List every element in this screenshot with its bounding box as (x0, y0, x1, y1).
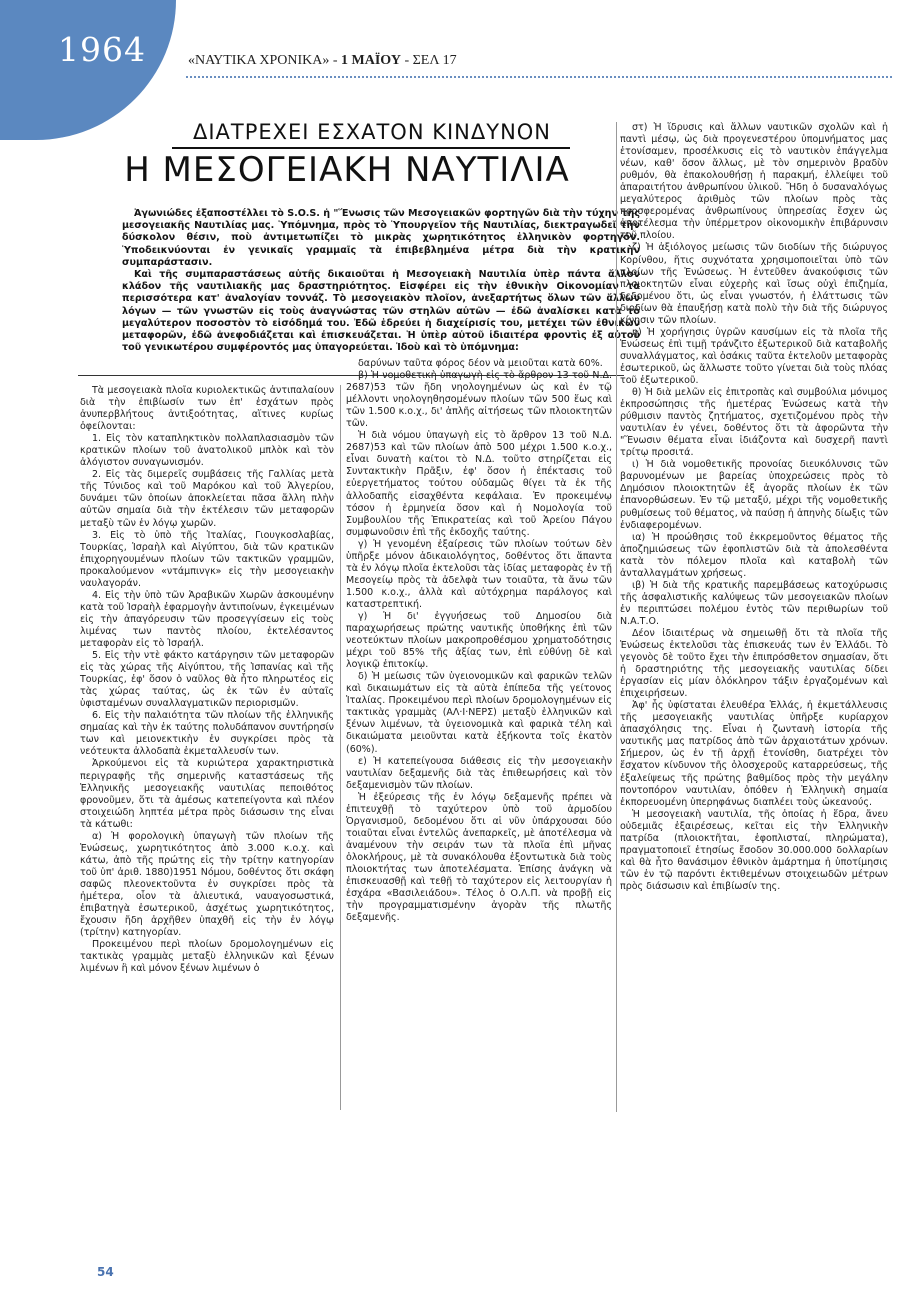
body-paragraph: 4. Εἰς τὴν ὑπὸ τῶν Ἀραβικῶν Χωρῶν ἀσκουμένην κατὰ τοῦ Ἰσραὴλ ἐφαρμογὴν ἀντιποίνων, ἐγκειμένων εἰς τὴν ἀπαγόρευσιν τῶν προσεγγίσεων εἰς τοὺς λιμένας των παντὸς πλοίου, ἐκτελέσαντος μεταφορὰν εἰς τὸ Ἰσραήλ. (80, 589, 334, 649)
lead-paragraph: Καὶ τῆς συμπαραστάσεως αὐτῆς δικαιοῦται ἡ Μεσογειακὴ Ναυτιλία ὑπὲρ πάντα ἄλλον κλάδον τῆς ναυτιλιακῆς μας δραστηριότητος. Εἰσφέρει εἰς τὴν ἐθνικὴν Οἰκονομίαν τὰ περισσότερα κατ' ἀναλογίαν τοννάζ. Τὸ μεσογειακὸν πλοῖον, ἀνεξαρτήτως ὅλων τῶν ἄλλων λόγων — τῶν γνωστῶν εἰς τοὺς ἀναγνώστας τῶν στηλῶν αὐτῶν — ἐδῶ ἀναλίσκει κατὰ τὸ μεγαλύτερον ποσοστὸν τὸ εἰσόδημά του. Ἐδῶ ἑδρεύει ἡ διαχείρισίς του, μετέχει τῶν ἐθνικῶν μεταφορῶν, ἐδῶ ἀνεφοδιάζεται καὶ ἐπισκευάζεται. Ἡ ὑπὲρ αὐτοῦ ἰδιαιτέρα φροντὶς ἐξ αὐτοῦ τοῦ γενικωτέρου συμφέροντός μας ὑπαγορεύεται. Ἰδοὺ καὶ τὸ ὑπόμνημα: (122, 269, 640, 354)
body-paragraph: ια) Ἡ προώθησις τοῦ ἐκκρεμοῦντος θέματος τῆς ἀποζημιώσεως τῶν ἐφοπλιστῶν διὰ τὰ ἀπολεσθέντα κατὰ τὸν πόλεμον πλοῖα καὶ καταβολὴ τῶν ἀνταλλαγμάτων χρήσεως. (620, 531, 888, 579)
article-headline: Η ΜΕΣΟΓΕΙΑΚΗ ΝΑΥΤΙΛΙΑ (124, 150, 570, 190)
body-paragraph: γ) Ἡ γενομένη ἐξαίρεσις τῶν πλοίων τούτων δὲν ὑπῆρξε μόνον ἀδικαιολόγητος, δοθέντος ὅτι ἅπαντα τὰ ἐν λόγῳ πλοῖα ἐκτελοῦσι τὰς ἰδίας μεταφορὰς ἐν τῇ Μεσογείῳ πρὸς τὰ ἀδελφὰ των τοιαῦτα, τὰ ἄνω τῶν 1.500 κ.ο.χ., ἀλλὰ καὶ αὐτόχρημα παράλογος καὶ καταστρεπτική. (346, 538, 612, 610)
body-paragraph: Προκειμένου περὶ πλοίων δρομολογημένων εἰς τακτικὰς γραμμὰς μεταξὺ ἑλληνικῶν καὶ ξένων λιμένων ἢ καὶ μόνον ξένων λιμένων ὁ (80, 939, 334, 975)
body-paragraph: στ) Ἡ ἵδρυσις καὶ ἄλλων ναυτικῶν σχολῶν καὶ ἡ παντὶ μέσῳ, ὡς διὰ προγενεστέρου ὑπομνήματος μας ἐτονίσαμεν, προσέλκυσις εἰς τὸ ναυτικὸν ἐπάγγελμα νέων, καθ' ὅσον ἄλλως, μὲ τὸν σημερινὸν βραδὺν ρυθμόν, θὰ ἐπακολουθήσῃ ἡ παρακμή, ἐλλείψει τοῦ ἀπαραιτήτου ἀνθρωπίνου ὑλικοῦ. Ἤδη ὁ δυσαναλόγως μεγαλύτερος ἀριθμὸς τῶν πλοίων πρὸς τὰς προσφερομένας ἀνθρωπίνους ὑπηρεσίας ἔσχεν ὡς ἀποτέλεσμα τὴν ὑπέρμετρον οἰκονομικὴν ἐπιβάρυνσιν τοῦ πλοίου. (620, 122, 888, 242)
body-paragraph: Ἀφ' ἧς ὑφίσταται ἐλευθέρα Ἑλλάς, ἡ ἐκμετάλλευσις τῆς μεσογειακῆς ναυτιλίας ὑπῆρξε κυρίαρχον ἀπασχόλησις της. Εἶναι ἡ ζωντανὴ ἱστορία τῆς ναυτικῆς μας πατρίδος ἀπὸ τῶν ἀρχαιοτάτων χρόνων. Σήμερον, ὡς ἐν τῇ ἀρχῇ ἐτονίσθη, διατρέχει τὸν ἔσχατον κίνδυνον τῆς ὁλοσχεροῦς καταρρεύσεως, τῆς ἐξαλείψεως τῆς πρώτης βαθμίδος πρὸς τὴν μεγάλην ποντοπόρον ναυτιλίαν, ὁπόθεν ἡ Ἑλληνικὴ σημαία ἐκπορευομένη ὑπερηφάνως διαπλέει τοὺς ὠκεανούς. (620, 700, 888, 808)
publication-name: «ΝΑΥΤΙΚΑ ΧΡΟΝΙΚΑ» - (188, 53, 338, 68)
column-separator (340, 385, 341, 1110)
body-paragraph: Δέον ἰδιαιτέρως νὰ σημειωθῇ ὅτι τὰ πλοῖα τῆς Ἑνώσεως ἐκτελοῦσι τὰς ἐπισκευάς των ἐν Ἑλλάδι. Τὸ γεγονὸς δὲ τοῦτο ἔχει τὴν ἐπιπρόσθετον σημασίαν, ὅτι ἡ δραστηριότης τῆς μεσογειακῆς ναυτιλίας δίδει ἐργασίαν εἰς μίαν ὁλόκληρον τάξιν ἐργαζομένων καὶ ἐπιχειρήσεων. (620, 627, 888, 700)
body-paragraph: η) Ἡ χορήγησις ὑγρῶν καυσίμων εἰς τὰ πλοῖα τῆς Ἑνώσεως ἐπὶ τιμῇ τράνζιτο ἐξωτερικοῦ διὰ καταβολῆς συναλλάγματος, καὶ ὁσάκις ταῦτα ἐκτελοῦν μεταφορὰς ἐσωτερικοῦ, ὡς ἄλλωστε τοῦτο γίνεται διὰ τοὺς πλόας τοῦ ἐξωτερικοῦ. (620, 326, 888, 386)
article-kicker: ΔΙΑΤΡΕΧΕΙ ΕΣΧΑΤΟΝ ΚΙΝΔΥΝΟΝ (192, 120, 552, 144)
body-paragraph: ιβ) Ἡ διὰ τῆς κρατικῆς παρεμβάσεως κατοχύρωσις τῆς ἀσφαλιστικῆς καλύψεως τῶν μεσογειακῶν πλοίων ἐν περιπτώσει πολέμου ἐντὸς τῶν περιθωρίων τοῦ Ν.Α.Τ.Ο. (620, 579, 888, 627)
lead-paragraph: Ἀγωνιώδες ἐξαποστέλλει τὸ S.O.S. ἡ "Ἕνωσις τῶν Μεσογειακῶν φορτηγῶν διὰ τὴν τύχην τῆς μεσογειακῆς Ναυτιλίας μας. Ὑπόμνημα, πρὸς τὸ Ὑπουργεῖον τῆς Ναυτιλίας, διεκτραγωδεῖ τὴν δύσκολον θέσιν, ποὺ ἀντιμετωπίζει τὸ μικρὰς χωρητικότητος ἑλληνικὸν φορτηγόν. Ὑποδεικνύονται ἐν γενικαῖς γραμμαῖς τὰ ἐπιβεβλημένα μέτρα διὰ τὴν κρατικὴν συμπαράστασιν. (122, 208, 641, 268)
body-paragraph: ζ) Ἡ ἀξιόλογος μείωσις τῶν διοδίων τῆς διώρυγος Κορίνθου, ἥτις συχνότατα χρησιμοποιεῖται ὑπὸ τῶν πλοίων τῆς Ἑνώσεως. Ἡ ἐντεῦθεν ἀνακούφισις τῶν πλοιοκτητῶν εἶναι εὐχερὴς καὶ ἴσως οὐχὶ ἐπιζημία, δεδομένου ὅτι, ὡς εἶναι γνωστόν, ἡ ἐλάττωσις τῶν διοδίων θὰ ἐπαυξήσῃ κατὰ πολὺ τὴν διὰ τῆς διώρυγος κίνησιν τῶν πλοίων. (620, 242, 888, 326)
body-paragraph: γ) Ἡ δι' ἐγγυήσεως τοῦ Δημοσίου διὰ παραχωρήσεως πρώτης ναυτικῆς ὑποθήκης ἐπὶ τῶν νεοτεύκτων πλοίων μακροπροθέσμου χρηματοδότησις μέχρι τοῦ 85% τῆς ἀξίας των, ἐπὶ εὐθύνῃ δὲ καὶ λογικῷ ἐπιτοκίῳ. (346, 610, 612, 671)
body-paragraph: Τὰ μεσογειακὰ πλοῖα κυριολεκτικῶς ἀντιπαλαίουν διὰ τὴν ἐπιβίωσίν των ἐπ' ἐσχάτων πρὸς ἀνυπερβλήτους ἀντιξοότητας, αἵτινες κυρίως ὀφείλονται: (80, 385, 334, 433)
body-column-1 (80, 385, 334, 975)
body-paragraph: δ) Ἡ μείωσις τῶν ὑγειονομικῶν καὶ φαρικῶν τελῶν καὶ δικαιωμάτων εἰς τὰ αὐτὰ ἐπίπεδα τῆς γείτονος Ἰταλίας. Προκειμένου περὶ πλοίων δρομολογημένων εἰς τακτικὰς γραμμὰς (ΑΛ·Ι·ΝΕΡΣ) μεταξὺ ἑλληνικῶν καὶ ξένων λιμένων, τὰ ὑγειονομικὰ καὶ φαρικὰ τέλη καὶ δικαιώματα μειοῦνται κατὰ ἑξήκοντα τοῖς ἑκατὸν (60%). (346, 671, 612, 755)
column-separator (616, 122, 617, 1112)
kicker-rule (172, 147, 570, 149)
body-paragraph: 2. Εἰς τὰς διμερεῖς συμβάσεις τῆς Γαλλίας μετὰ τῆς Τύνιδος καὶ τοῦ Μαρόκου καὶ τοῦ Ἀλγερίου, δυνάμει τῶν ὁποίων ἀποκλείεται πᾶσα ἄλλη πλὴν αὐτῶν σημαία διὰ τὴν ἐκτέλεσιν τῶν μεταφορῶν μεταξὺ τῶν ἐν λόγῳ χωρῶν. (80, 469, 334, 529)
body-column-2 (346, 358, 612, 924)
year-badge (0, 0, 176, 140)
body-paragraph: 6. Εἰς τὴν παλαιότητα τῶν πλοίων τῆς ἑλληνικῆς σημαίας καὶ τὴν ἐκ ταύτης πολυδάπανον συντήρησίν των καὶ μειονεκτικὴν ἐν συγκρίσει πρὸς τὰ νεότευκτα ἀλλοδαπὰ ἐκμεταλλευσίν των. (80, 710, 334, 758)
body-paragraph: Ἀρκούμενοι εἰς τὰ κυριώτερα χαρακτηριστικὰ περιγραφῆς τῆς σημερινῆς καταστάσεως τῆς Ἑλληνικῆς μεσογειακῆς ναυτιλίας πεποιθότος φρονοῦμεν, ὅτι τὰ ἀμέσως κατεπείγοντα καὶ πλέον στοιχειώδη ληπτέα μέτρα πρὸς διάσωσιν της εἶναι τὰ κάτωθι: (80, 758, 334, 830)
page-reference: - ΣΕΛ 17 (404, 53, 457, 68)
running-head (188, 53, 457, 69)
body-paragraph: ε) Ἡ κατεπείγουσα διάθεσις εἰς τὴν μεσογειακὴν ναυτιλίαν δεξαμενῆς διὰ τὰς ἐπιθεωρήσεις καὶ τὸν δεξαμενισμὸν τῶν πλοίων. (346, 755, 612, 791)
page-number: 54 (97, 1265, 114, 1279)
body-paragraph: α) Ἡ φορολογικὴ ὑπαγωγὴ τῶν πλοίων τῆς Ἑνώσεως, χωρητικότητος ἀπὸ 3.000 κ.ο.χ. καὶ κάτω, ἀπὸ τῆς πρώτης εἰς τὴν τρίτην κατηγορίαν τοῦ ὑπ' ἀριθ. 1880)1951 Νόμου, δοθέντος ὅτι σκάφη σαφῶς πλεονεκτοῦντα ἐν συγκρίσει πρὸς τὰ ἡμέτερα, οἷον τὰ ἁλιευτικά, ναυαγοσωστικά, ἐπιβατηγὰ ἐσωτερικοῦ, ἀσχέτως χωρητικότητος, ἔχουσιν ἤδη ἀρχῆθεν ὑπαχθῆ εἰς τὴν ἐν λόγῳ (τρίτην) κατηγορίαν. (80, 830, 334, 939)
body-paragraph: θ) Ἡ διὰ μελῶν εἰς ἐπιτροπὰς καὶ συμβούλια μόνιμος ἐκπροσώπησις τῆς ἡμετέρας Ἑνώσεως κατὰ τὴν ρύθμισιν παντὸς ζητήματος, σχετιζομένου πρὸς τὴν ναυτιλίαν ἐν γένει, δοθέντος ὅτι τὰ ἀφορῶντα τὴν "Ἕνωσιν θέματα εἶναι ἰδιάζοντα καὶ δυσχερῆ παντὶ τρίτῳ προσιτά. (620, 387, 888, 459)
body-paragraph: β) Ἡ νομοθετικὴ ὑπαγωγὴ εἰς τὸ ἄρθρον 13 τοῦ Ν.Δ. 2687)53 τῶν ἤδη νηολογημένων ὡς καὶ ἐν τῷ μέλλοντι νηολογηθησομένων πλοίων τῶν 500 ἕως καὶ τῶν 1.500 κ.ο.χ., δι' ἁπλῆς αἰτήσεως τῶν πλοιοκτητῶν τῶν. (346, 370, 612, 430)
issue-date: 1 ΜΑΪΟΥ (341, 53, 401, 68)
body-paragraph: Ἡ διὰ νόμου ὑπαγωγὴ εἰς τὸ ἄρθρον 13 τοῦ Ν.Δ. 2687)53 καὶ τῶν πλοίων ἀπὸ 500 μέχρι 1.500 κ.ο.χ., εἶναι δυνατὴ καίτοι τὸ Ν.Δ. τοῦτο στηρίζεται εἰς Συντακτικὴν Πρᾶξιν, ἐφ' ὅσον ἡ ἐπέκτασις τοῦ εὐεργετήματος τούτου οὐδαμῶς θίγει τὰ ἐκ τῆς ἀλλοδαπῆς εἰσαχθέντα κεφάλαια. Ἐν προκειμένῳ τόσον ἡ ἑρμηνεία ὅσον καὶ ἡ Νομολογία τοῦ Συμβουλίου τῆς Ἐπικρατείας καὶ τοῦ Ἀρείου Πάγου συμφωνοῦσιν ἐπὶ τῆς ἐκδοχῆς ταύτης. (346, 430, 612, 538)
body-paragraph: 5. Εἰς τὴν ντὲ φάκτο κατάργησιν τῶν μεταφορῶν εἰς τὰς χώρας τῆς Αἰγύπτου, τῆς Ἱσπανίας καὶ τῆς Τουρκίας, ἐφ' ὅσον ὁ ναῦλος θὰ ἦτο πληρωτέος εἰς τὰς χώρας ταύτας, ὡς ἐκ τῶν ἐν αὐταῖς ὑφισταμένων συναλλαγματικῶν περιορισμῶν. (80, 650, 334, 710)
body-column-3 (620, 122, 888, 893)
body-paragraph: Ἡ μεσογειακὴ ναυτιλία, τῆς ὁποίας ἡ ἕδρα, ἄνευ οὐδεμιᾶς ἐξαιρέσεως, κεῖται εἰς τὴν Ἑλληνικὴν πατρίδα (πλοιοκτῆται, ἐφοπλισταί, πληρώματα), πραγματοποιεῖ ἐτησίως ἔσοδον 30.000.000 δολλαρίων καὶ θὰ ἦτο θανάσιμον ἐθνικὸν ἁμάρτημα ἡ ὑποτίμησις τῶν ἐν τῷ παρόντι ἐκτιθεμένων στοιχειωδῶν μέτρων πρὸς διάσωσιν καὶ ἐπιβίωσίν της. (620, 808, 888, 892)
header-dotted-rule (186, 76, 892, 78)
body-paragraph: Ἡ ἐξεύρεσις τῆς ἐν λόγῳ δεξαμενῆς πρέπει νὰ ἐπιτευχθῇ τὸ ταχύτερον ὑπὸ τοῦ ἁρμοδίου Ὀργανισμοῦ, δεδομένου ὅτι αἱ νῦν ὑπάρχουσαι δύο τοιαῦται εἶναι ἐντελῶς ἀνεπαρκεῖς, μὲ ἀποτέλεσμα νὰ ἀναμένουν τὴν σειράν των τὰ πλοῖα ἐπὶ μῆνας ὁλοκλήρους, μὲ τὰ συνακόλουθα ἐξοντωτικὰ διὰ τοὺς πλοιοκτήτας των ἀποτελέσματα. Ἐπίσης ἀνάγκη νὰ ἐπισκευασθῇ καὶ τεθῇ τὸ ταχύτερον εἰς λειτουργίαν ἡ ἐσχάρα «Βασιλειάδου». Τέλος ὁ Ο.Λ.Π. νὰ προβῇ εἰς τὴν προγραμματισμένην ἀγορὰν τῆς πλωτῆς δεξαμενῆς. (346, 791, 612, 924)
body-paragraph: ι) Ἡ διὰ νομοθετικῆς προνοίας διευκόλυνσις τῶν βαρυνομένων με βαρείας ὑποχρεώσεις πρὸς τὸ Δημόσιον πλοιοκτητῶν ἐξ ἀγορᾶς πλοίων ἐκ τῶν ἐπανορθώσεων. Ἐν τῷ μεταξύ, μέχρι τῆς νομοθετικῆς ρυθμίσεως τοῦ θέματος, νὰ παύσῃ ἡ ἀπηνὴς δίωξις τῶν ἐνδιαφερομένων. (620, 459, 888, 531)
body-paragraph: δαρύνων ταῦτα φόρος δέον νὰ μειοῦται κατὰ 60%. (358, 358, 603, 369)
article-lead (122, 208, 640, 354)
year-label: 1964 (58, 30, 146, 69)
body-paragraph: 1. Εἰς τὸν καταπληκτικὸν πολλαπλασιασμὸν τῶν κρατικῶν πλοίων τοῦ ἀνατολικοῦ μπλὸκ καὶ τὸν ἀλόγιστον συναγωνισμόν. (80, 433, 334, 469)
body-paragraph: 3. Εἰς τὸ ὑπὸ τῆς Ἰταλίας, Γιουγκοσλαβίας, Τουρκίας, Ἰσραὴλ καὶ Αἰγύπτου, διὰ τῶν κρατικῶν ἐπιχορηγουμένων πλοίων τῶν τακτικῶν γραμμῶν, προκαλούμενον «ντάμπινγκ» εἰς τὴν μεσογειακὴν ναυλαγοράν. (80, 529, 334, 589)
